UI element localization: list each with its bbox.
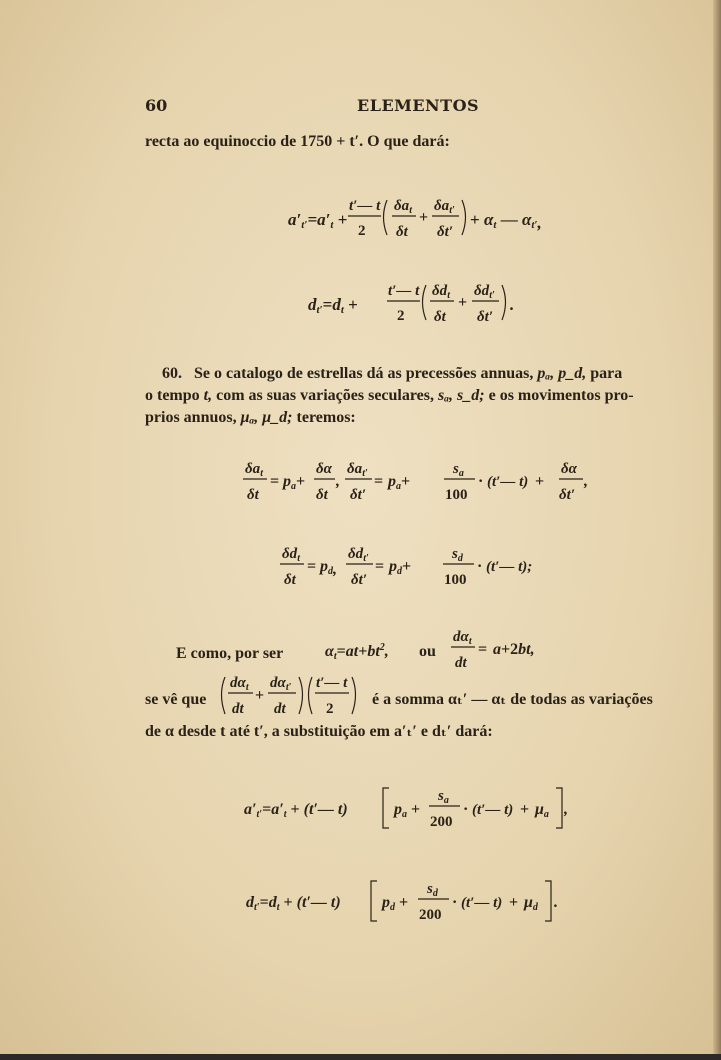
svg-text:dαt: $d\alpha_t$ <box>230 675 249 693</box>
equation-delta-a <box>243 458 593 508</box>
svg-text:δt: δt <box>434 309 446 325</box>
svg-text:·: · <box>478 473 484 490</box>
page-edge <box>713 0 721 1060</box>
svg-text:δt′: δt′ <box>437 224 454 240</box>
como-text: E como, por ser <box>176 645 284 662</box>
svg-text:100: 100 <box>445 487 468 503</box>
text-span: com as suas variações seculares, <box>216 387 435 404</box>
svg-text:a′t′=a′t + (t′— t): a′t′=a′t + (t′— t) <box>244 801 348 820</box>
svg-text:δt: δt <box>396 224 408 240</box>
svg-text:dt′=dt +: dt′=dt + <box>308 295 358 316</box>
svg-text:2: 2 <box>326 701 334 717</box>
text-span: o tempo <box>145 387 200 404</box>
svg-text:·: · <box>463 801 469 818</box>
svg-text:δt′: δt′ <box>350 487 367 503</box>
svg-text:100: 100 <box>444 572 467 588</box>
svg-text:pa+: pa+ <box>283 473 306 492</box>
equation-alpha-t <box>325 626 555 676</box>
page-bottom-shadow <box>0 1054 721 1060</box>
svg-text:(t′— t): (t′— t) <box>461 895 503 911</box>
math-span: t, <box>203 387 213 404</box>
svg-text:δdt: $\delta d_t$ <box>282 546 300 564</box>
paragraph-60-line-2 <box>145 386 634 406</box>
svg-text:,: , <box>336 473 340 490</box>
svg-text:+: + <box>520 801 530 818</box>
text-span: para <box>590 365 623 382</box>
svg-text:δt: δt <box>284 572 296 588</box>
svg-text:αt — αt′,: αt — αt′, <box>484 210 542 232</box>
svg-text:δat: $\delta a_t$ <box>245 461 263 479</box>
svg-text:δt: δt <box>316 487 328 503</box>
svg-text:δt′: δt′ <box>559 487 576 503</box>
svg-text:(t′— t): (t′— t) <box>472 802 514 818</box>
svg-text:ou: ou <box>419 643 436 660</box>
svg-text:2: 2 <box>397 308 405 324</box>
svg-text:sd: $s_d$ <box>452 546 463 564</box>
svg-text:+: + <box>458 294 468 311</box>
svg-text:a+2bt,: a+2bt, <box>493 641 535 658</box>
page-number: 60 <box>145 96 168 115</box>
svg-text:=: = <box>478 641 488 658</box>
section-number: 60. <box>162 365 182 382</box>
svg-text:t′— t: t′— t <box>349 198 381 214</box>
svg-text:,: , <box>584 473 588 490</box>
svg-text:sd: $s_d$ <box>427 881 438 899</box>
svg-text:=: = <box>374 473 384 490</box>
svg-text:δt: δt <box>247 487 259 503</box>
running-title: ELEMENTOS <box>357 96 480 115</box>
svg-text:.: . <box>510 295 515 314</box>
svg-text:a′t′=a′t +: a′t′=a′t + <box>288 210 348 231</box>
svg-text:pd,: pd, <box>320 558 337 578</box>
svg-text:δdt′: $\delta d_{t'}$ <box>474 283 495 301</box>
svg-text:dt: dt <box>455 655 467 671</box>
svg-text:dt: dt <box>274 701 286 717</box>
equation-d-prime <box>308 280 548 330</box>
svg-text:sa: $s_a$ <box>453 461 464 479</box>
svg-text:αt=at+bt2,: $\alpha t=at+bt^2$, <box>325 642 389 662</box>
equation-delta-d <box>280 543 550 593</box>
text-span: Se o catalogo de estrellas dá as precessões annuas, <box>194 365 534 382</box>
svg-text:.: . <box>554 894 558 911</box>
svg-text:pa +: pa + <box>394 801 421 820</box>
svg-text:δat: $\delta a_t$ <box>394 198 412 216</box>
svg-text:+: + <box>535 473 545 490</box>
svg-text:dt: dt <box>232 701 244 717</box>
svg-text:200: 200 <box>430 814 453 830</box>
svg-text:+: + <box>470 210 480 229</box>
svg-text:δat′: $\delta a_{t'}$ <box>347 461 368 479</box>
text-span: e os movimentos pro- <box>488 387 634 404</box>
equation-d-substitution <box>246 876 586 931</box>
svg-text:δdt′: $\delta d_{t'}$ <box>348 546 369 564</box>
svg-text:δt′: δt′ <box>351 572 368 588</box>
svg-text:+: + <box>419 209 429 226</box>
svg-text:δat′: $\delta a_{t'}$ <box>434 198 455 216</box>
svg-text:2: 2 <box>358 223 366 239</box>
svg-text:=: = <box>270 473 280 490</box>
equation-variations <box>218 672 368 722</box>
se-ve-text: se vê que <box>145 691 207 708</box>
svg-text:dαt′: $d\alpha_{t'}$ <box>270 675 292 693</box>
svg-text:δα: δα <box>561 461 577 477</box>
svg-text:200: 200 <box>419 907 442 923</box>
text-span: teremos: <box>296 409 356 426</box>
svg-text:δα: δα <box>316 461 332 477</box>
math-span: μₐ, μ_d; <box>240 409 293 426</box>
svg-text:pd+: pd+ <box>389 558 412 577</box>
paragraph-60-line-1 <box>162 364 622 384</box>
svg-text:δdt: $\delta d_t$ <box>432 283 450 301</box>
svg-text:+: + <box>509 894 519 911</box>
svg-text:sa: $s_a$ <box>438 788 449 806</box>
paragraph-60-line-3 <box>145 408 356 428</box>
text-span: prios annuos, <box>145 409 237 426</box>
equation-a-substitution <box>244 783 589 838</box>
svg-text:·: · <box>477 558 483 575</box>
svg-text:μa: μa <box>535 801 549 820</box>
running-header <box>145 96 685 116</box>
svg-text:pd +: pd + <box>382 894 409 913</box>
svg-text:,: , <box>564 801 568 818</box>
math-span: sₐ, s_d; <box>438 387 485 404</box>
svg-text:δt′: δt′ <box>477 309 494 325</box>
svg-text:=: = <box>375 558 385 575</box>
svg-text:t′— t: t′— t <box>388 283 420 299</box>
equation-a-prime <box>288 195 568 245</box>
svg-text:dt′=dt + (t′— t): dt′=dt + (t′— t) <box>246 894 341 913</box>
svg-text:t′— t: t′— t <box>316 675 348 691</box>
math-span: pₐ, p_d, <box>537 365 587 382</box>
svg-text:μd: μd <box>524 894 538 913</box>
de-alpha-text: de α desde t até t′, a substituição em a′ₜ′ e dₜ′ dará: <box>145 723 493 740</box>
svg-text:(t′— t);: (t′— t); <box>486 559 533 575</box>
svg-text:=: = <box>307 558 317 575</box>
svg-text:(t′— t): (t′— t) <box>487 474 529 490</box>
svg-text:dαt: $d\alpha_t$ <box>453 629 472 647</box>
svg-text:·: · <box>452 894 458 911</box>
somma-text: é a somma αₜ′ — αₜ de todas as variações <box>372 691 653 708</box>
svg-text:+: + <box>255 687 265 704</box>
svg-text:pa+: pa+ <box>388 473 411 492</box>
text-line-1: recta ao equinoccio de 1750 + t′. O que dará: <box>145 133 450 150</box>
